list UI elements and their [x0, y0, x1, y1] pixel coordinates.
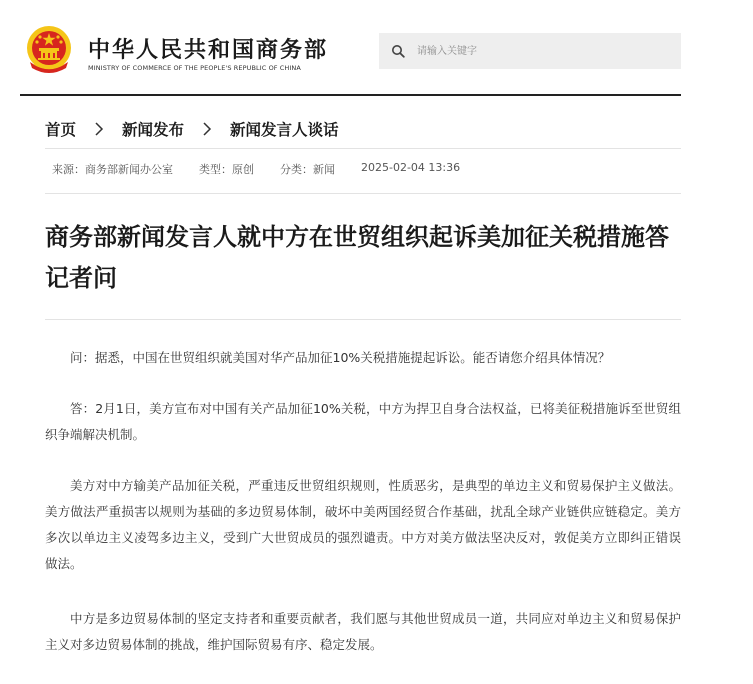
search-icon[interactable]: [391, 44, 405, 58]
site-title[interactable]: 中华人民共和国商务部: [88, 38, 329, 63]
chevron-right-icon: [202, 122, 212, 136]
search-box: [379, 33, 681, 69]
article-meta: [52, 161, 486, 177]
meta-source: 来源：商务部新闻办公室: [52, 163, 173, 176]
chevron-right-icon: [94, 122, 104, 136]
header-divider: [20, 94, 681, 96]
meta-type: 类型：原创: [199, 163, 254, 176]
breadcrumb-spokesperson-remarks[interactable]: 新闻发言人谈话: [230, 121, 339, 139]
article-paragraph: 中方是多边贸易体制的坚定支持者和重要贡献者，我们愿与其他世贸成员一道，共同应对单边主义和贸易保护主义对多边贸易体制的挑战，维护国际贸易有序、稳定发展。: [45, 611, 681, 652]
national-emblem-icon[interactable]: [24, 24, 74, 76]
meta-category: 分类：新闻: [280, 163, 335, 176]
site-header: [0, 0, 753, 95]
article-title: 商务部新闻发言人就中方在世贸组织起诉美加征关税措施答记者问: [45, 223, 669, 292]
search-input[interactable]: [417, 41, 667, 61]
article-paragraph: 美方对中方输美产品加征关税，严重违反世贸组织规则，性质恶劣，是典型的单边主义和贸易保护主义做法。美方做法严重损害以规则为基础的多边贸易体制，破坏中美两国经贸合作基础，扰乱全球产业链供应链稳定。美方多次以单边主义凌驾多边主义，受到广大世贸成员的强烈谴责。中方对美方做法坚决反对，敦促美方立即纠正错误做法。: [45, 478, 681, 571]
breadcrumb-news-release[interactable]: 新闻发布: [122, 121, 185, 139]
meta-datetime: 2025-02-04 13:36: [361, 161, 461, 174]
breadcrumb: [45, 117, 339, 141]
breadcrumb-home[interactable]: 首页: [45, 121, 77, 139]
site-subtitle: MINISTRY OF COMMERCE OF THE PEOPLE'S REPUBLIC OF CHINA: [88, 64, 301, 72]
article-paragraph: 问：据悉，中国在世贸组织就美国对华产品加征10%关税措施提起诉讼。能否请您介绍具体情况？: [70, 350, 611, 365]
article-paragraph: 答：2月1日，美方宣布对中国有关产品加征10%关税，中方为捍卫自身合法权益，已将美征税措施诉至世贸组织争端解决机制。: [45, 401, 681, 442]
divider: [45, 319, 681, 320]
divider: [45, 148, 681, 149]
divider: [45, 193, 681, 194]
